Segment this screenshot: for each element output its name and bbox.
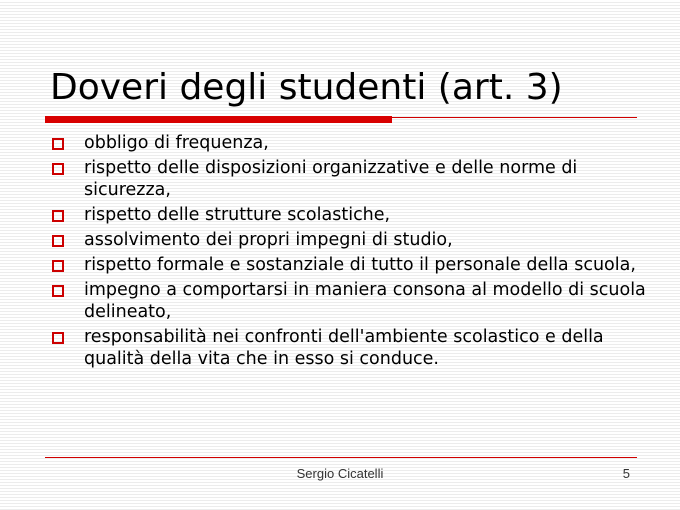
- footer-author: Sergio Cicatelli: [296, 466, 384, 481]
- hollow-square-icon: [52, 163, 64, 175]
- bullet-text: rispetto delle strutture scolastiche,: [84, 205, 391, 225]
- page-number: 5: [622, 466, 630, 481]
- hollow-square-icon: [52, 260, 64, 272]
- bullet-text: assolvimento dei propri impegni di studio,: [84, 230, 453, 250]
- bullet-text: responsabilità nei confronti dell'ambiente scolastico e della qualità della vita che in esso si conduce.: [84, 327, 604, 369]
- bullet-text: obbligo di frequenza,: [84, 133, 269, 153]
- slide-title: Doveri degli studenti (art. 3): [50, 67, 563, 108]
- bullet-item: [50, 326, 650, 370]
- bullet-text: rispetto formale e sostanziale di tutto il personale della scuola,: [84, 255, 636, 275]
- bullet-item: [50, 254, 650, 276]
- bullet-text: impegno a comportarsi in maniera consona al modello di scuola delineato,: [84, 280, 646, 322]
- bullet-item: [50, 157, 650, 201]
- bullet-item: [50, 132, 650, 154]
- bullet-text: rispetto delle disposizioni organizzative e delle norme di sicurezza,: [84, 158, 578, 200]
- bullet-list: [50, 132, 650, 373]
- hollow-square-icon: [52, 332, 64, 344]
- hollow-square-icon: [52, 235, 64, 247]
- footer-rule: [45, 457, 637, 458]
- hollow-square-icon: [52, 285, 64, 297]
- hollow-square-icon: [52, 138, 64, 150]
- title-underline-accent: [45, 116, 392, 123]
- bullet-item: [50, 229, 650, 251]
- hollow-square-icon: [52, 210, 64, 222]
- bullet-item: [50, 204, 650, 226]
- bullet-item: [50, 279, 650, 323]
